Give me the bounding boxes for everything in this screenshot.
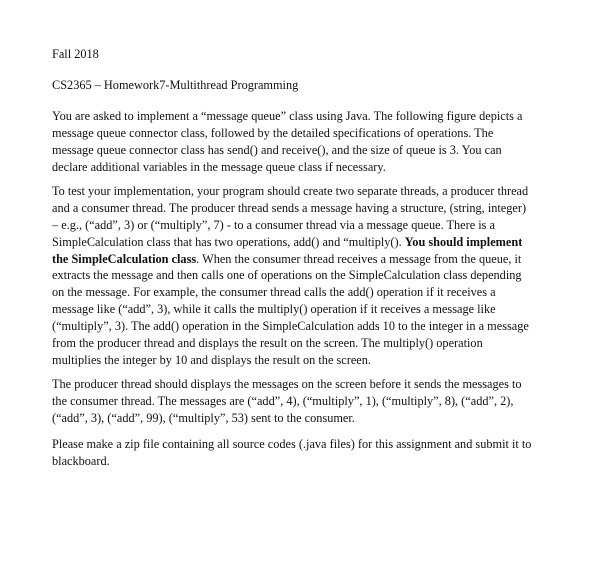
paragraph-line bbox=[52, 234, 544, 251]
paragraph-intro bbox=[52, 108, 544, 176]
paragraph-line: multiplies the integer by 10 and displays the result on the screen. bbox=[52, 352, 371, 367]
paragraph-line: message like (“add”, 3), while it calls the multiply() operation if it receives a message like bbox=[52, 302, 496, 317]
paragraph-line: and a consumer thread. The producer thread sends a message having a structure, (string, integer) bbox=[52, 200, 527, 215]
paragraph-line: declare additional variables in the message queue class if necessary. bbox=[52, 159, 386, 174]
paragraph-line: from the producer thread and displays the result on the screen. The multiply() operation bbox=[52, 336, 483, 351]
paragraph-line: the consumer thread. The messages are (“add”, 4), (“multiply”, 1), (“multiply”, 8), (“add”, 2), bbox=[52, 393, 514, 408]
paragraph-line: To test your implementation, your program should create two separate threads, a producer thread bbox=[52, 184, 529, 198]
paragraph-line: (“add”, 3), (“add”, 99), (“multiply”, 53) sent to the consumer. bbox=[52, 410, 355, 425]
paragraph-line: The producer thread should displays the messages on the screen before it sends the messages to bbox=[52, 377, 522, 391]
line-text: SimpleCalculation class that has two operations, add() and “multiply(). bbox=[52, 234, 405, 249]
course-title: CS2365 – Homework7-Multithread Programming bbox=[52, 78, 299, 92]
paragraph-line: extracts the message and then calls one of operations on the SimpleCalculation class depending bbox=[52, 268, 522, 283]
paragraph-testing bbox=[52, 183, 544, 369]
bold-instruction: You should implement bbox=[404, 234, 523, 249]
paragraph-line: Please make a zip file containing all source codes (.java files) for this assignment and submit it to bbox=[52, 437, 532, 451]
paragraph-line: message queue connector class, followed by the detailed specifications of operations. The bbox=[52, 125, 494, 140]
paragraph-submission bbox=[52, 436, 544, 470]
paragraph-line: (“multiply”, 3). The add() operation in the SimpleCalculation adds 10 to the integer in a message bbox=[52, 319, 529, 334]
paragraph-line: – e.g., (“add”, 3) or (“multiply”, 7) - to a consumer thread via a message queue. There is a bbox=[52, 217, 495, 232]
paragraph-line: on the message. For example, the consumer thread calls the add() operation if it receives a bbox=[52, 285, 496, 300]
paragraph-line: message queue connector class has send() and receive(), and the size of queue is 3. You can bbox=[52, 142, 502, 157]
line-text: . When the consumer thread receives a message from the queue, it bbox=[196, 251, 522, 266]
semester-label: Fall 2018 bbox=[52, 47, 99, 61]
paragraph-producer bbox=[52, 376, 544, 427]
bold-instruction-continued: the SimpleCalculation class bbox=[52, 251, 197, 266]
paragraph-line bbox=[52, 251, 544, 268]
paragraph-line: You are asked to implement a “message queue” class using Java. The following figure depicts a bbox=[52, 109, 523, 123]
paragraph-line: blackboard. bbox=[52, 453, 110, 468]
